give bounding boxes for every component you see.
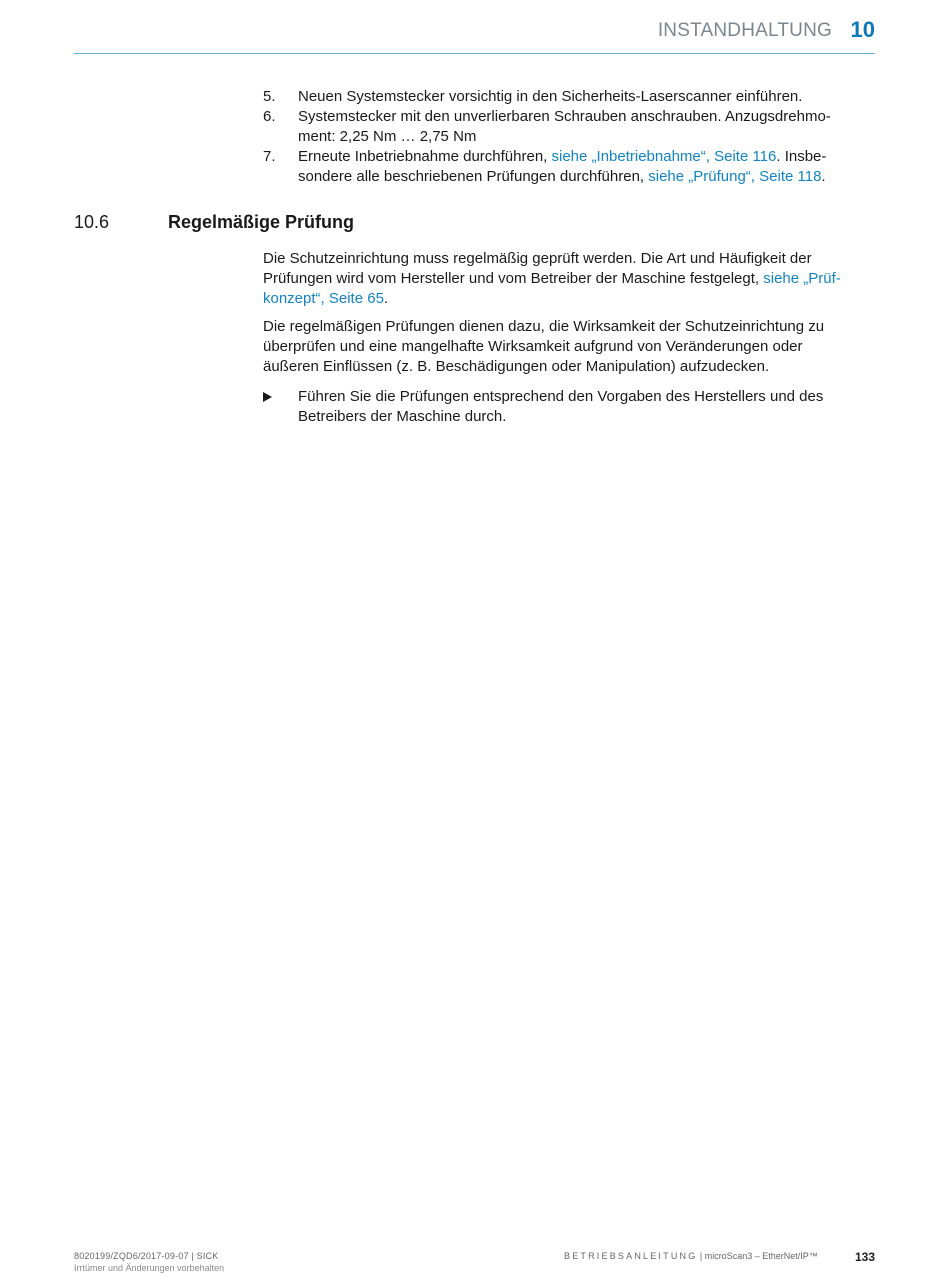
paragraph-line	[263, 289, 878, 309]
link-pruefkonzept[interactable]: siehe „Prüf-	[763, 270, 841, 287]
footer-disclaimer: Irrtümer und Änderungen vorbehalten	[74, 1263, 225, 1273]
chapter-number: 10	[850, 17, 875, 42]
step-text-fragment: . Insbe-	[776, 148, 827, 165]
step-text-fragment: sondere alle beschriebenen Prüfungen durchführen,	[298, 168, 649, 185]
footer-product: | microScan3 – EtherNet/IP™	[697, 1251, 818, 1261]
step-number: 7.	[263, 148, 276, 165]
action-line: Führen Sie die Prüfungen entsprechend den Vorgaben des Herstellers und des	[298, 388, 824, 405]
section-title: Regelmäßige Prüfung	[168, 212, 355, 232]
step-text-line: Neuen Systemstecker vorsichtig in den Sicherheits-Laserscanner einführen.	[298, 88, 803, 105]
footer-manual-label: BETRIEBSANLEITUNG	[564, 1251, 698, 1261]
step-text-fragment: Erneute Inbetriebnahme durchführen,	[298, 148, 552, 165]
page-number: 133	[854, 1250, 875, 1264]
paragraph-line: Die Schutzeinrichtung muss regelmäßig geprüft werden. Die Art und Häufigkeit der	[263, 250, 812, 267]
step-text	[298, 87, 873, 107]
action-text	[298, 387, 878, 427]
step-text-line	[298, 147, 873, 167]
step-text	[298, 107, 873, 147]
paragraph-text: Prüfungen wird vom Hersteller und vom Betreiber der Maschine festgelegt,	[263, 270, 764, 287]
step-text-line: ment: 2,25 Nm … 2,75 Nm	[298, 128, 477, 145]
link-pruefkonzept-continued[interactable]: konzept“, Seite 65	[263, 290, 384, 307]
paragraph-line: überprüfen und eine mangelhafte Wirksamkeit aufgrund von Veränderungen oder	[263, 338, 803, 355]
link-inbetriebnahme[interactable]: siehe „Inbetriebnahme“, Seite 116	[551, 148, 777, 165]
header-divider	[74, 53, 875, 54]
action-line: Betreibers der Maschine durch.	[298, 408, 507, 425]
footer-doc-id: 8020199/ZQD6/2017-09-07 | SICK	[74, 1251, 219, 1261]
section-number: 10.6	[74, 212, 110, 232]
step-number: 6.	[263, 108, 276, 125]
step-text	[298, 147, 873, 187]
chapter-title: INSTANDHALTUNG	[657, 20, 832, 41]
footer-manual-title	[564, 1251, 818, 1261]
paragraph-text: .	[383, 290, 389, 307]
paragraph-line: äußeren Einflüssen (z. B. Beschädigungen oder Manipulation) aufzudecken.	[263, 358, 770, 375]
step-text-line: Systemstecker mit den unverlierbaren Schrauben anschrauben. Anzugsdrehmo-	[298, 108, 831, 125]
triangle-bullet-icon	[263, 392, 272, 402]
step-text-fragment: .	[821, 168, 826, 185]
step-number: 5.	[263, 88, 276, 105]
paragraph-intro	[263, 249, 878, 309]
step-text-line	[298, 167, 873, 187]
paragraph-purpose	[263, 317, 878, 377]
paragraph-line: Die regelmäßigen Prüfungen dienen dazu, die Wirksamkeit der Schutzeinrichtung zu	[263, 318, 825, 335]
link-pruefung[interactable]: siehe „Prüfung“, Seite 118	[648, 168, 822, 185]
paragraph-line	[263, 269, 878, 289]
